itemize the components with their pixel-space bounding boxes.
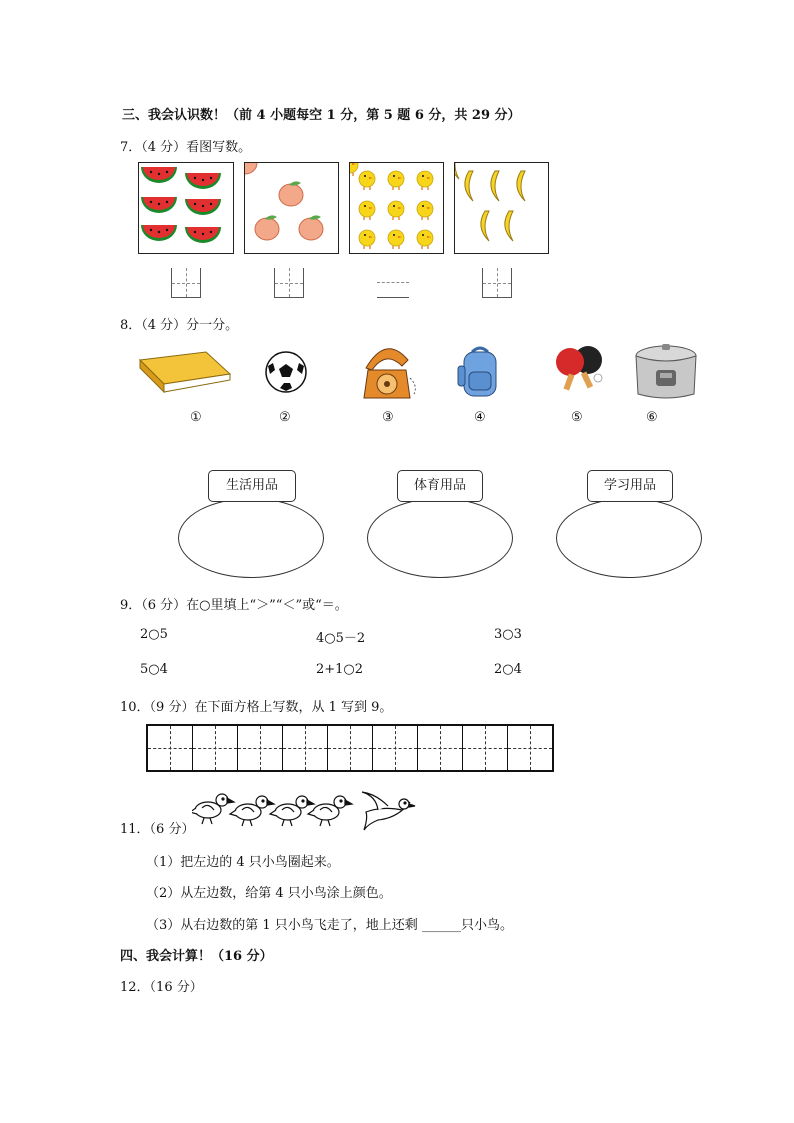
chick-icon [350,163,442,252]
grid-cell[interactable] [373,726,418,770]
item-number-1: ① [190,410,202,425]
item-number-6: ⑥ [646,410,658,425]
grid-cell[interactable] [508,726,552,770]
telephone-icon [358,340,422,406]
grid-cell[interactable] [148,726,193,770]
category-3-ellipse[interactable] [556,498,702,578]
category-3-label: 学习用品 [587,470,673,502]
question-8-title: 8．（4 分）分一分。 [120,318,239,333]
backpack-icon [456,344,504,402]
question-11-item-3: （3）从右边数的第 1 只小鸟飞走了，地上还剩 ______只小鸟。 [146,918,513,933]
item-number-4: ④ [474,410,486,425]
comparison-item[interactable]: 3○3 [494,627,522,642]
category-2-label: 体育用品 [397,470,483,502]
answer-box-3[interactable] [377,268,409,298]
question-10-title: 10．（9 分）在下面方格上写数，从 1 写到 9。 [120,700,393,715]
watermelon-icon [139,163,232,252]
question-11-item-2: （2）从左边数，给第 4 只小鸟涂上颜色。 [146,886,392,901]
comparison-item[interactable]: 5○4 [140,662,168,677]
answer-box-1[interactable] [171,268,201,298]
item-number-2: ② [279,410,291,425]
birds-illustration [192,788,418,838]
grid-cell[interactable] [463,726,508,770]
banana-icon [455,163,547,252]
answer-box-4[interactable] [482,268,512,298]
peach-picture [244,162,339,254]
section-3-title: 三、我会认识数！（前 4 小题每空 1 分，第 5 题 6 分，共 29 分） [122,108,521,123]
grid-cell[interactable] [418,726,463,770]
question-11-title: 11．（6 分） [120,822,195,837]
comparison-item[interactable]: 4○5－2 [316,631,366,646]
question-9-title: 9．（6 分）在○里填上“＞”“＜”或“＝。 [120,598,348,613]
watermelon-picture [138,162,234,254]
item-number-3: ③ [382,410,394,425]
category-1-label: 生活用品 [208,470,296,502]
banana-picture [454,162,549,254]
comparison-item[interactable]: 2○4 [494,662,522,677]
grid-cell[interactable] [328,726,373,770]
question-11-item-1: （1）把左边的 4 只小鸟圈起来。 [146,855,340,870]
category-1-ellipse[interactable] [178,498,324,578]
answer-box-2[interactable] [274,268,304,298]
soccer-ball-icon [264,350,308,398]
writing-grid[interactable] [146,724,554,772]
comparison-item[interactable]: 2+1○2 [316,662,364,677]
question-12-title: 12．（16 分） [120,980,203,995]
book-icon [136,348,232,398]
peach-icon [245,163,337,252]
ping-pong-paddles-icon [550,344,608,398]
comparison-item[interactable]: 2○5 [140,627,168,642]
grid-cell[interactable] [283,726,328,770]
item-number-5: ⑤ [571,410,583,425]
question-7-title: 7．（4 分）看图写数。 [120,140,252,155]
category-2-ellipse[interactable] [367,498,513,578]
rice-cooker-icon [632,342,700,406]
section-4-title: 四、我会计算！（16 分） [120,949,273,964]
chick-picture [349,162,444,254]
grid-cell[interactable] [193,726,238,770]
grid-cell[interactable] [238,726,283,770]
